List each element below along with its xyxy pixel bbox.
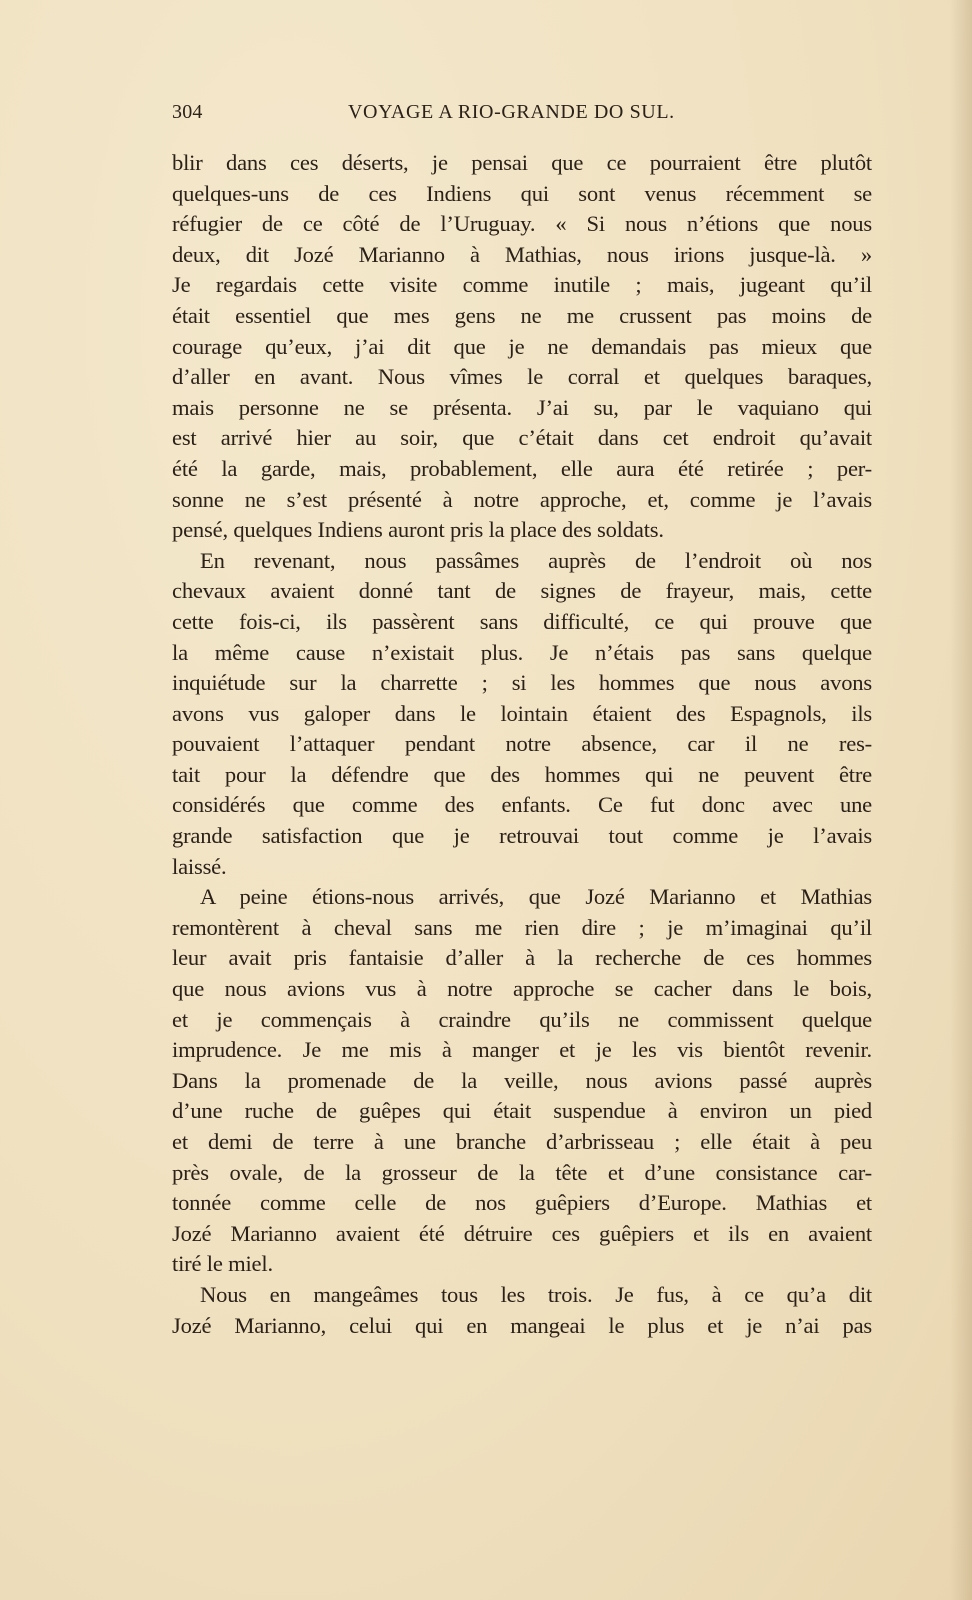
page-edge-shadow xyxy=(950,0,972,1600)
text-line: avons vus galoper dans le lointain étaient des Espagnols, ils xyxy=(172,700,872,726)
text-line: laissé. xyxy=(172,853,227,879)
text-line: Je regardais cette visite comme inutile ; mais, jugeant qu’il xyxy=(172,272,872,298)
text-line: deux, dit Jozé Marianno à Mathias, nous irions jusque-là. » xyxy=(172,241,872,267)
text-line: leur avait pris fantaisie d’aller à la recherche de ces hommes xyxy=(172,945,872,971)
text-line: cette fois-ci, ils passèrent sans difficulté, ce qui prouve que xyxy=(172,608,872,634)
text-line: et demi de terre à une branche d’arbrisseau ; elle était à peu xyxy=(172,1129,872,1154)
text-line: tiré le miel. xyxy=(172,1251,273,1277)
text-line: chevaux avaient donné tant de signes de frayeur, mais, cette xyxy=(172,578,872,604)
text-line: d’une ruche de guêpes qui était suspendue à environ un pied xyxy=(172,1098,872,1124)
text-line: près ovale, de la grosseur de la tête et d’une consistance car- xyxy=(172,1159,872,1185)
text-line: que nous avions vus à notre approche se cacher dans le bois, xyxy=(172,976,872,1002)
running-title: VOYAGE A RIO-GRANDE DO SUL. xyxy=(348,101,675,123)
text-line: était essentiel que mes gens ne me crussent pas moins de xyxy=(172,302,872,328)
text-line: Jozé Marianno avaient été détruire ces guêpiers et ils en avaient xyxy=(172,1220,872,1246)
text-line: En revenant, nous passâmes auprès de l’endroit où nos xyxy=(200,547,872,573)
text-line: mais personne ne se présenta. J’ai su, par le vaquiano qui xyxy=(172,394,872,420)
text-line: considérés que comme des enfants. Ce fut donc avec une xyxy=(172,792,872,818)
text-line: A peine étions-nous arrivés, que Jozé Marianno et Mathias xyxy=(200,884,872,910)
text-line: inquiétude sur la charrette ; si les hommes que nous avons xyxy=(172,670,872,696)
text-line: la même cause n’existait plus. Je n’étais pas sans quelque xyxy=(172,639,872,665)
text-line: est arrivé hier au soir, que c’était dans cet endroit qu’avait xyxy=(172,425,872,451)
text-line: et je commençais à craindre qu’ils ne commissent quelque xyxy=(172,1006,872,1032)
text-line: tonnée comme celle de nos guêpiers d’Europe. Mathias et xyxy=(172,1190,872,1216)
text-line: été la garde, mais, probablement, elle aura été retirée ; per- xyxy=(172,455,872,481)
text-line: Dans la promenade de la veille, nous avions passé auprès xyxy=(172,1067,872,1093)
text-line: quelques-uns de ces Indiens qui sont venus récemment se xyxy=(172,180,872,206)
text-line: sonne ne s’est présenté à notre approche, et, comme je l’avais xyxy=(172,486,872,512)
text-line: réfugier de ce côté de l’Uruguay. « Si nous n’étions que nous xyxy=(172,211,872,237)
text-line: remontèrent à cheval sans me rien dire ; je m’imaginai qu’il xyxy=(172,914,872,940)
text-line: Jozé Marianno, celui qui en mangeai le plus et je n’ai pas xyxy=(172,1312,872,1338)
text-line: pouvaient l’attaquer pendant notre absence, car il ne res- xyxy=(172,731,872,757)
text-line: Nous en mangeâmes tous les trois. Je fus, à ce qu’a dit xyxy=(200,1281,872,1307)
text-line: pensé, quelques Indiens auront pris la place des soldats. xyxy=(172,517,664,543)
text-line: blir dans ces déserts, je pensai que ce pourraient être plutôt xyxy=(172,150,872,175)
text-line: tait pour la défendre que des hommes qui ne peuvent être xyxy=(172,761,872,787)
page-header xyxy=(172,101,872,129)
text-line: courage qu’eux, j’ai dit que je ne demandais pas mieux que xyxy=(172,333,872,359)
text-line: grande satisfaction que je retrouvai tout comme je l’avais xyxy=(172,823,872,849)
text-line: imprudence. Je me mis à manger et je les vis bientôt revenir. xyxy=(172,1037,872,1063)
text-line: d’aller en avant. Nous vîmes le corral et quelques baraques, xyxy=(172,364,872,390)
body-text xyxy=(172,148,872,1341)
page-number: 304 xyxy=(172,101,203,123)
